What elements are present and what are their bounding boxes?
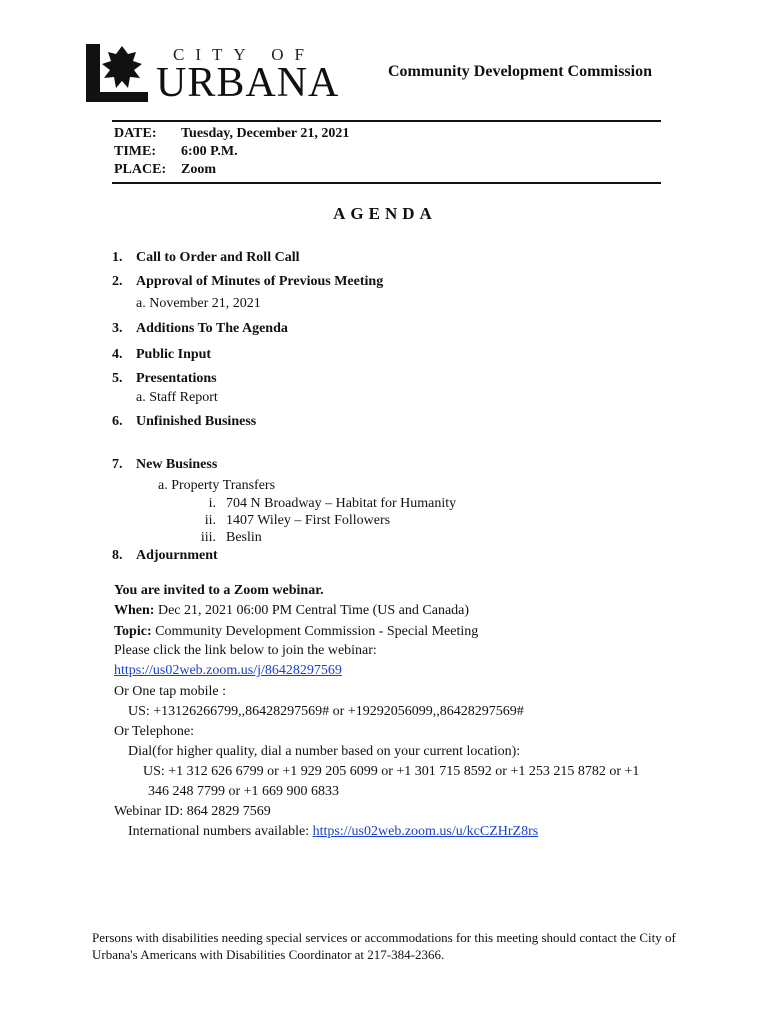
agenda-subitem: a. Property Transfers [158, 478, 276, 493]
when-label: When: [114, 603, 155, 618]
agenda-subsubitem: 704 N Broadway – Habitat for Humanity [226, 496, 457, 511]
agenda-item-number: 5. [112, 371, 123, 386]
zoom-topic [114, 624, 478, 640]
zoom-when [114, 603, 469, 619]
one-tap-numbers: US: +13126266799,,86428297569# or +19292056099,,86428297569# [128, 704, 524, 719]
agenda-item-number: 3. [112, 321, 123, 336]
agenda-item-label: Presentations [136, 371, 217, 386]
telephone-heading: Or Telephone: [114, 724, 195, 739]
agenda-item-label: Public Input [136, 347, 212, 362]
webinar-id: Webinar ID: 864 2829 7569 [114, 804, 271, 819]
agenda-item-label: Call to Order and Roll Call [136, 250, 300, 265]
commission-title: Community Development Commission [388, 63, 652, 80]
agenda-subsubitem: 1407 Wiley – First Followers [226, 513, 391, 528]
one-tap-heading: Or One tap mobile : [114, 684, 226, 699]
agenda-subsubitem-number: iii. [200, 530, 216, 545]
agenda-item-label: Unfinished Business [136, 414, 257, 429]
international-numbers [128, 824, 538, 840]
zoom-join-link[interactable]: https://us02web.zoom.us/j/86428297569 [114, 663, 342, 678]
agenda-subsubitem-number: ii. [204, 513, 216, 528]
disability-notice: Persons with disabilities needing special services or accommodations for this meeting should contact the City of Urbana's Americans with Disabilities Coordinator at 217-384-2366. [92, 930, 676, 962]
agenda-item-number: 6. [112, 414, 123, 429]
us-phone-numbers-line1: US: +1 312 626 6799 or +1 929 205 6099 or +1 301 715 8592 or +1 253 215 8782 or +1 [143, 764, 640, 779]
date-value: Tuesday, December 21, 2021 [181, 126, 350, 141]
agenda-item-label: Additions To The Agenda [136, 321, 288, 336]
zoom-invite: You are invited to a Zoom webinar. [114, 583, 324, 598]
topic-value: Community Development Commission - Special Meeting [155, 624, 479, 639]
logo-urbana-text: URBANA [156, 60, 340, 106]
time-value: 6:00 P.M. [181, 144, 238, 159]
date-label: DATE: [114, 126, 157, 141]
agenda-item-number: 4. [112, 347, 123, 362]
agenda-title: AGENDA [333, 204, 437, 223]
logo-city-text: CITY OF [173, 45, 316, 64]
international-label: International numbers available: [128, 824, 313, 839]
international-link[interactable]: https://us02web.zoom.us/u/kcCZHrZ8rs [312, 824, 539, 839]
place-label: PLACE: [114, 162, 167, 177]
header-rule-top [112, 120, 661, 122]
agenda-item-number: 8. [112, 548, 123, 563]
place-value: Zoom [181, 162, 216, 177]
agenda-item-label: Adjournment [136, 548, 218, 563]
agenda-item-number: 2. [112, 274, 123, 289]
agenda-subitem: a. November 21, 2021 [136, 296, 261, 311]
dial-instructions: Dial(for higher quality, dial a number based on your current location): [128, 744, 521, 759]
header-rule-bottom [112, 182, 661, 184]
agenda-subitem: a. Staff Report [136, 390, 218, 405]
agenda-item-label: Approval of Minutes of Previous Meeting [136, 274, 384, 289]
agenda-subsubitem-number: i. [208, 496, 216, 511]
when-value: Dec 21, 2021 06:00 PM Central Time (US and Canada) [157, 603, 470, 618]
city-logo-icon [86, 44, 148, 102]
topic-label: Topic: [114, 624, 152, 639]
agenda-item-number: 7. [112, 457, 123, 472]
agenda-item-label: New Business [136, 457, 218, 472]
time-label: TIME: [114, 144, 156, 159]
agenda-item-number: 1. [112, 250, 123, 265]
us-phone-numbers-line2: 346 248 7799 or +1 669 900 6833 [148, 784, 340, 799]
zoom-click-instructions: Please click the link below to join the webinar: [114, 643, 377, 658]
agenda-subsubitem: Beslin [226, 530, 262, 545]
